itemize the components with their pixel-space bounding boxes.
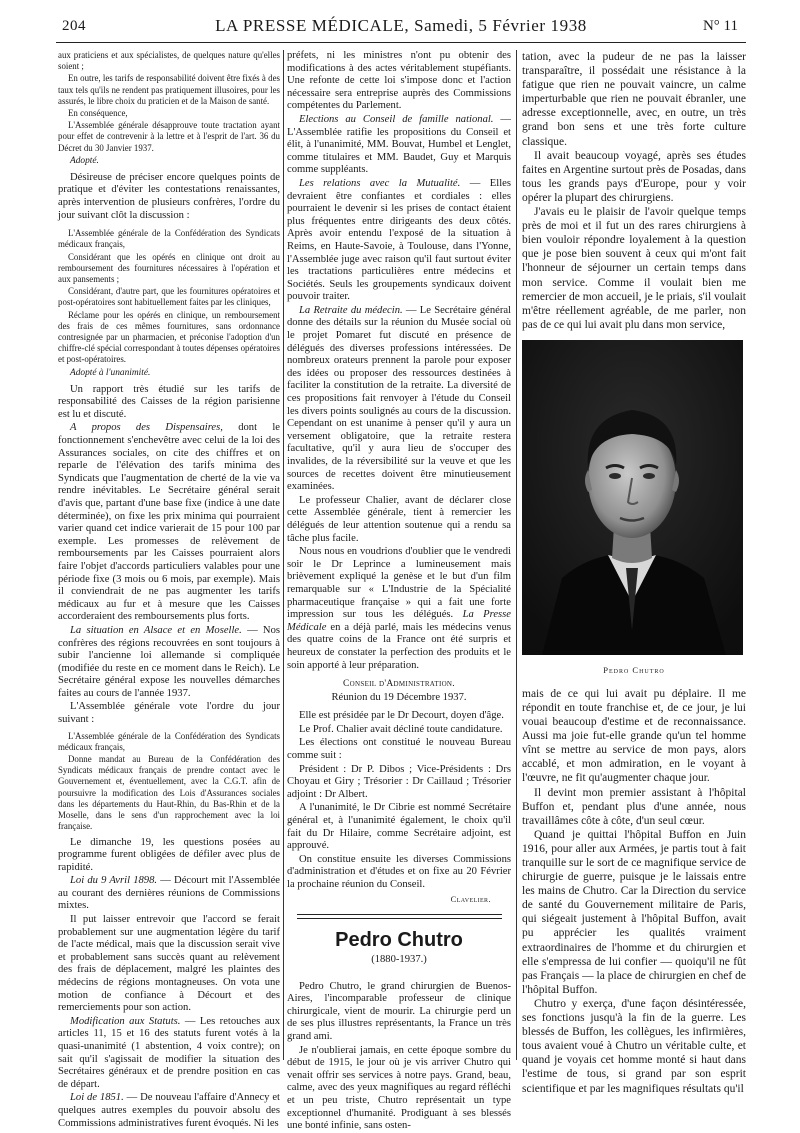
section-lead: Loi du 9 Avril 1898. <box>70 875 158 887</box>
paragraph-text: — L'Assemblée ratifie les propositions du Conseil et élit, à l'unanimité, MM. Bouvat, Humbel et Lenglet, comme titulaires et MM. Baudet, Guy et Marquis comme suppléants. <box>287 113 511 176</box>
paragraph: Le Prof. Chalier avait décliné toute candidature. <box>299 723 503 735</box>
paragraph: Je n'oublierai jamais, en cette époque sombre du début de 1915, le jour où je vis arriver Chutro qui venait offrir ses services à notre pays. Grand, beau, calme, avec des yeux magnifiques au regard réfléchi et un peu triste, Chutro représentait un type exceptionnel d'humanité. Prodiguant à ses blessés une bonté infinie, sans osten- <box>287 1044 511 1132</box>
page-number: 204 <box>62 18 86 34</box>
council-heading: Conseil d'Administration. <box>343 679 455 690</box>
header-rule <box>56 42 746 43</box>
paragraph: mais de ce qui lui avait pu déplaire. Il me répondit en toute franchise et, de ce jour, je lui vouai beaucoup d'estime et de reconnaissance. Aussi ma joie fut-elle grande qu'un tel homme vînt se mettre au service de mon pays, alors accablé, et mon admiration, en le voyant à l'œuvre, ne fit qu'augmenter chaque jour. <box>522 687 746 785</box>
motion-adopted: Adopté. <box>70 155 99 166</box>
paragraph-text: — Elles devraient être confiantes et cordiales : elles pourraient le devenir si les prises de contact étaient plus fréquentes entre dirigeants des deux côtés. Après avoir entendu l'exposé de la situation à Reims, en Haute-Savoie, à Toulouse, dans l'Yonne, l'Assemblée juge avec raison qu'il faut surtout éviter les tractations particulières entre médecins et Sociétés. Seuls les groupements syndicaux doivent pouvoir traiter. <box>287 177 511 303</box>
column-2 <box>287 50 511 1132</box>
paragraph <box>287 178 511 304</box>
running-title <box>56 16 746 36</box>
paragraph <box>58 1016 280 1092</box>
paragraph: En conséquence, <box>68 108 128 119</box>
paragraph: préfets, ni les ministres n'ont pu obtenir des modifications à des actes véritablement stupéfiants. Une refonte de cette loi s'impose donc et l'action nécessaire sera entreprise auprès des Commissions compétentes du Parlement. <box>287 50 511 112</box>
paragraph <box>58 1092 280 1130</box>
motion-adopted: Adopté à l'unanimité. <box>70 367 151 378</box>
paragraph: Elle est présidée par le Dr Decourt, doyen d'âge. <box>299 710 504 722</box>
issue-number: N° 11 <box>702 18 738 34</box>
portrait-photo <box>522 340 743 655</box>
page-header <box>56 16 746 38</box>
column-divider-1 <box>283 50 284 1060</box>
paragraph: Donne mandat au Bureau de la Confédération des Syndicats médicaux français de prendre contact avec le Gouvernement et, éventuellement, avec la C.G.T. afin de poursuivre la modification des Lois d'Assurances sociales dans les départements du Haut-Rhin, du Bas-Rhin et de la Moselle, dans le sens d'un rapprochement avec la loi française. <box>58 754 280 832</box>
paragraph: Quand je quittai l'hôpital Buffon en Juin 1916, pour aller aux Armées, je partis tout à fait tranquille sur le sort de ce magnifique service de chirurgie de guerre, puisque je le laissais entre les mains de Chutro. Car la Direction du service de santé du Gouvernement militaire de Paris, qui siégeait justement à l'hôpital Buffon, avait pu apprécier les qualités vraiment extraordinaires de l'homme et du chirurgien et elle s'empressa de lui confier — quoiqu'il ne fût pas Français — la place de chirurgien en chef de l'hôpital Buffon. <box>522 828 746 996</box>
paragraph: L'Assemblée générale vote l'ordre du jour suivant : <box>58 701 280 726</box>
paragraph: Désireuse de préciser encore quelques points de pratique et d'éviter les contestations renaissantes, après intervention de plusieurs confrères, l'ordre du jour suivant clôt la discussion : <box>58 171 280 221</box>
paragraph: L'Assemblée générale désapprouve toute tractation ayant pour effet de contrevenir à la lettre et à l'esprit de l'art. 36 du Décret du 30 Janvier 1937. <box>58 120 280 153</box>
paragraph: L'Assemblée générale de la Confédération des Syndicats médicaux français, <box>58 228 280 250</box>
paragraph: Le dimanche 19, les questions posées au programme furent obligées de défiler avec plus de rapidité. <box>58 836 280 873</box>
paragraph: Chutro y exerça, d'une façon désintéressée, ses fonctions jusqu'à la fin de la guerre. Les blessés de Buffon, les collègues, les infirmières, tous avaient voué à Chutro un véritable culte, et quand je voyais cet homme monté si haut dans l'estime de tous, si grand par son esprit scientifique et par les magnifiques résultats qu'il <box>522 997 746 1095</box>
paragraph: Les élections ont constitué le nouveau Bureau comme suit : <box>287 737 511 762</box>
paragraph: Président : Dr P. Dibos ; Vice-Présidents : Drs Choyau et Giry ; Trésorier : Dr Caillaud ; Trésorier adjoint : Dr Albert. <box>287 763 511 800</box>
paragraph-text: — De nouveau l'affaire d'Annecy et quelques autres exemples du pouvoir absolu des Commissions administratives furent évoqués. Ni les <box>58 1092 280 1129</box>
section-lead: La Retraite du médecin. <box>299 304 403 316</box>
paragraph: tation, avec la pudeur de ne pas la laisser transparaître, il possédait une résistance à la fatigue que rien ne pouvait vaincre, un calme imperturbable que rien ne pouvait ébranler, une adresse exceptionnelle, avec, en outre, un très grand bon sens et une très forte culture classique. <box>522 51 746 148</box>
paragraph: Il put laisser entrevoir que l'accord se ferait probablement sur une augmentation légère du tarif de l'acte médical, mais que la discussion serait vive et probablement sans succès quant au relèvement des frais de déplacement, malgré les plaintes des médecins de régions montagneuses. On vota une motion de confiance à Décourt et des remerciements pour son action. <box>58 914 280 1014</box>
paragraph-text: en a déjà parlé, mais les médecins venus des quatre coins de la France ont été surpris et heureux de constater la perfection des produits et le soin apporté à leur préparation. <box>287 621 511 671</box>
paragraph: Considérant que les opérés en clinique ont droit au remboursement des fournitures nécessaires à l'opération et aux pansements ; <box>58 251 280 285</box>
column-3 <box>522 50 746 1095</box>
paragraph-text: — Décourt mit l'Assemblée au courant des dernières réunions de Commissions mixtes. <box>58 875 281 912</box>
section-lead: A propos des Dispensaires, <box>70 422 223 434</box>
issue-date: Samedi, 5 Février 1938 <box>414 16 587 35</box>
section-lead: La situation en Alsace et en Moselle. <box>70 624 242 636</box>
paragraph: A l'unanimité, le Dr Cibrie est nommé Secrétaire général et, à l'unanimité également, le choix qu'il fait du Dr Hilaire, comme Secrétaire adjoint, est approuvé. <box>287 802 511 852</box>
paragraph: Réclame pour les opérés en clinique, un remboursement des frais de ces mêmes fournitures, sans ordonnance contresignée par un pharmacien, et préconise l'adoption d'un chiffre-clé spécial correspondant à toutes dépenses opératoires et post-opératoires. <box>58 309 280 365</box>
paragraph: On constitue ensuite les diverses Commissions d'administration et d'études et on fixe au 20 Février la prochaine réunion du Conseil. <box>287 853 511 890</box>
paragraph: L'Assemblée générale de la Confédération des Syndicats médicaux français, <box>58 730 280 752</box>
paragraph <box>287 305 511 494</box>
paragraph-text: — Les retouches aux articles 11, 15 et 16 des statuts furent votés à la quasi-unanimité (1 abstention, 4 voix contre); on sait qu'il s'agissait de modifier la situation des Secrétaires généraux et de prendre position en cas de départ. <box>58 1015 280 1090</box>
journal-title: La Presse Médicale <box>287 609 511 633</box>
paragraph: Pedro Chutro, le grand chirurgien de Buenos-Aires, l'incomparable professeur de clinique chirurgicale, vient de mourir. La chirurgie perd un de ses plus illustres représentants, la France un très grand ami. <box>287 980 511 1042</box>
paragraph: aux praticiens et aux spécialistes, de quelques nature qu'elles soient ; <box>58 50 280 72</box>
column-divider-2 <box>516 50 517 1060</box>
article-separator <box>297 914 502 919</box>
paragraph: Il avait beaucoup voyagé, après ses études faites en Argentine surtout près de Posadas, dans tous les grands pays d'Europe, pour y voir opérer la plupart des chirurgiens. <box>522 149 746 204</box>
paragraph <box>58 875 280 913</box>
council-meeting-date: Réunion du 19 Décembre 1937. <box>331 691 467 703</box>
paragraph-text: Nous nous en voudrions d'oublier que le vendredi soir le Dr Leprince a lumineusement mais brièvement expliqué la genèse et le but d'un film remarquable sur « L'Industrie de la Spécialité pharmaceutique française » qui a fait une forte impression sur tous les délégués. <box>287 546 511 621</box>
paragraph <box>287 114 511 177</box>
paragraph: En outre, les tarifs de responsabilité doivent être fixés à des taux tels qu'ils ne rendent pas pratiquement illusoires, pour les assurés, le libre choix du praticien et de la Maison de santé. <box>58 73 280 106</box>
paragraph <box>58 625 280 701</box>
paragraph <box>287 546 511 672</box>
section-lead: Modification aux Statuts. <box>70 1015 181 1027</box>
paragraph-text: — Nos confrères des régions recouvrées en sont toujours à subir l'ancienne loi allemande si compliquée (modifiée du reste en ce moment dans le Reich). Le Secrétaire général expose les nouvelles démarches faites au cours de l'année 1937. <box>58 624 280 699</box>
paragraph: Un rapport très étudié sur les tarifs de responsabilité des Caisses de la région parisienne est lu et discuté. <box>58 383 280 420</box>
photo-caption: Pedro Chutro <box>603 664 665 675</box>
paragraph <box>58 422 280 624</box>
publication-name: LA PRESSE MÉDICALE, <box>215 16 410 35</box>
article-title: Pedro Chutro <box>335 928 463 951</box>
paragraph-text: dont le fonctionnement s'enchevêtre avec celui de la loi des Assurances sociales, on cite des chiffres et on reparle de l'élévation des tarifs minima des Syndicats que l'augmentation de cherté de la vie va rendre inévitables. Le Secrétaire général serait d'avis que, partant d'une base fixe (indice à une date déterminée), on fixe les prix minima qui pourraient varier quand cet indice varierait de 15 pour 100 par exemple. Les promesses de relèvement de remboursements par les Caisses pourraient alors faire l'objet d'accords particuliers valables pour une période fixe (3 mois ou 6 mois, par exemple). Mais il conviendrait de ne pas augmenter les tarifs médicaux au fur et à mesure que les Caisses accorderaient des remboursements plus forts. <box>58 422 280 623</box>
paragraph: Il devint mon premier assistant à l'hôpital Buffon et, pendant plus d'une année, nous travaillâmes côte à côte, d'un seul cœur. <box>522 786 746 827</box>
paragraph: Le professeur Chalier, avant de déclarer close cette Assemblée générale, tient à remercier les délégués de leur attention soutenue qui a rendu sa tâche plus facile. <box>287 494 511 544</box>
section-lead: Loi de 1851. <box>70 1092 124 1104</box>
paragraph: J'avais eu le plaisir de l'avoir quelque temps près de moi et il fut un des rares chirurgiens à bien vouloir répondre loyalement à la question que je pose bien souvent à ceux qui m'ont fait l'honneur de séjourner un certain temps dans mon service. Comme il voulait bien me remercier de mon accueil, je le priais, s'il voulait m'être réellement agréable, de me parler, non pas de ce qui lui avait plu dans mon service, <box>522 206 746 331</box>
signature: Clavelier. <box>450 893 491 904</box>
paragraph-text: — Le Secrétaire général donne des détails sur la réunion du Musée social où le projet Pomaret fut discuté en présence de délégués des diverses professions intéressées. De nombreux orateurs prennent la parole pour exposer des idées ou proposer des ressources destinées à faciliter la constitution de la retraite. La diversité de ces propositions fait renvoyer à l'étude du Conseil les divers points soulignés au cours de la discussion. Cependant on est unanime à penser qu'il y aura un versement obligatoire, que la retraite restera facultative, qu'il y aura lieu de s'occuper des invalides, de la réversibilité sur la veuve et que les sources de recettes doivent être minutieusement examinées. <box>287 304 511 493</box>
article-dates: (1880-1937.) <box>371 953 427 965</box>
column-1 <box>58 50 281 1129</box>
portrait-illustration <box>522 340 743 655</box>
section-lead: Elections au Conseil de famille national. <box>299 113 494 125</box>
section-lead: Les relations avec la Mutualité. <box>299 177 461 189</box>
paragraph: Considérant, d'autre part, que les fournitures opératoires et post-opératoires sont habituellement faites par les cliniques, <box>58 286 280 308</box>
